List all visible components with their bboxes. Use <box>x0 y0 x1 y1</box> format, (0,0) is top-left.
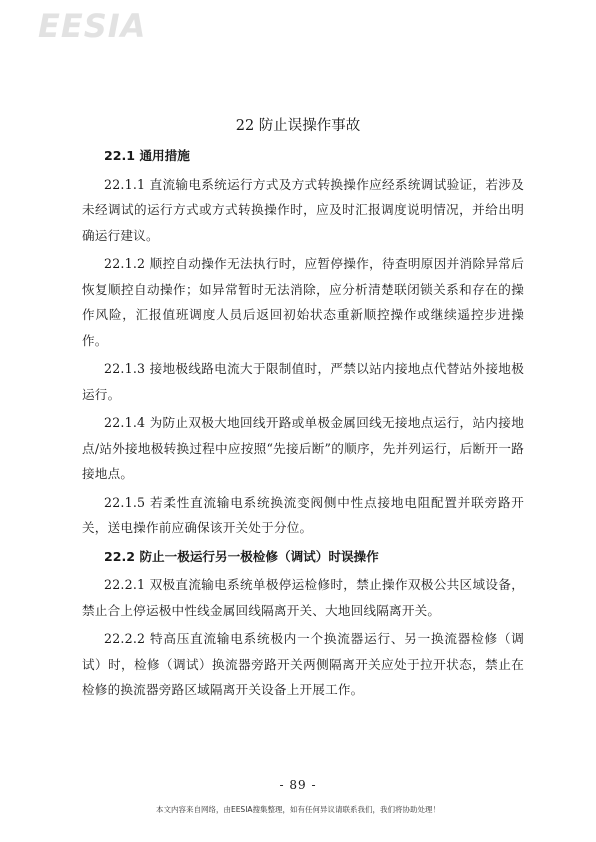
paragraph-22-1-2: 22.1.2 顺控自动操作无法执行时，应暂停操作，待查明原因并消除异常后恢复顺控自动操作；如异常暂时无法消除，应分析清楚联闭锁关系和存在的操作风险，汇报值班调度人员后返回初始状态重新顺控操作或继续遥控步进操作。 <box>82 256 524 348</box>
paragraph-22-1-3: 22.1.3 接地极线路电流大于限制值时，严禁以站内接地点代替站外接地极运行。 <box>82 361 524 402</box>
paragraph-22-1-4: 22.1.4 为防止双极大地回线开路或单极金属回线无接地点运行，站内接地点/站外接地极转换过程中应按照“先接后断”的顺序，先并列运行，后断开一路接地点。 <box>82 415 524 481</box>
paragraph-22-1-5: 22.1.5 若柔性直流输电系统换流变阀侧中性点接地电阻配置并联旁路开关，送电操作前应确保该开关处于分位。 <box>82 494 524 535</box>
page-title: 22 防止误操作事故 <box>235 118 361 134</box>
paragraph-22-2-2: 22.2.2 特高压直流输电系统极内一个换流器运行、另一换流器检修（调试）时，检修（调试）换流器旁路开关两侧隔离开关应处于拉开状态，禁止在检修的换流器旁路区域隔离开关设备上开展工作。 <box>82 631 524 697</box>
paragraph-22-2-1: 22.2.1 双极直流输电系统单极停运检修时，禁止操作双极公共区域设备，禁止合上停运极中性线金属回线隔离开关、大地回线隔离开关。 <box>82 577 524 618</box>
section-heading-22-1: 22.1 通用措施 <box>104 148 190 163</box>
document-body <box>82 143 524 706</box>
page-number: - 89 - <box>279 778 317 792</box>
section-heading-22-2: 22.2 防止一极运行另一极检修（调试）时误操作 <box>104 548 379 564</box>
paragraph-22-1-1: 22.1.1 直流输电系统运行方式及方式转换操作应经系统调试验证，若涉及未经调试的运行方式或方式转换操作时，应及时汇报调度说明情况，并给出明确运行建议。 <box>82 176 524 243</box>
eesia-watermark-logo: EESIA <box>38 7 147 45</box>
footer-disclaimer: 本文内容来自网络，由EESIA搜集整理，如有任何异议请联系我们，我们将协助处理！ <box>155 805 441 814</box>
